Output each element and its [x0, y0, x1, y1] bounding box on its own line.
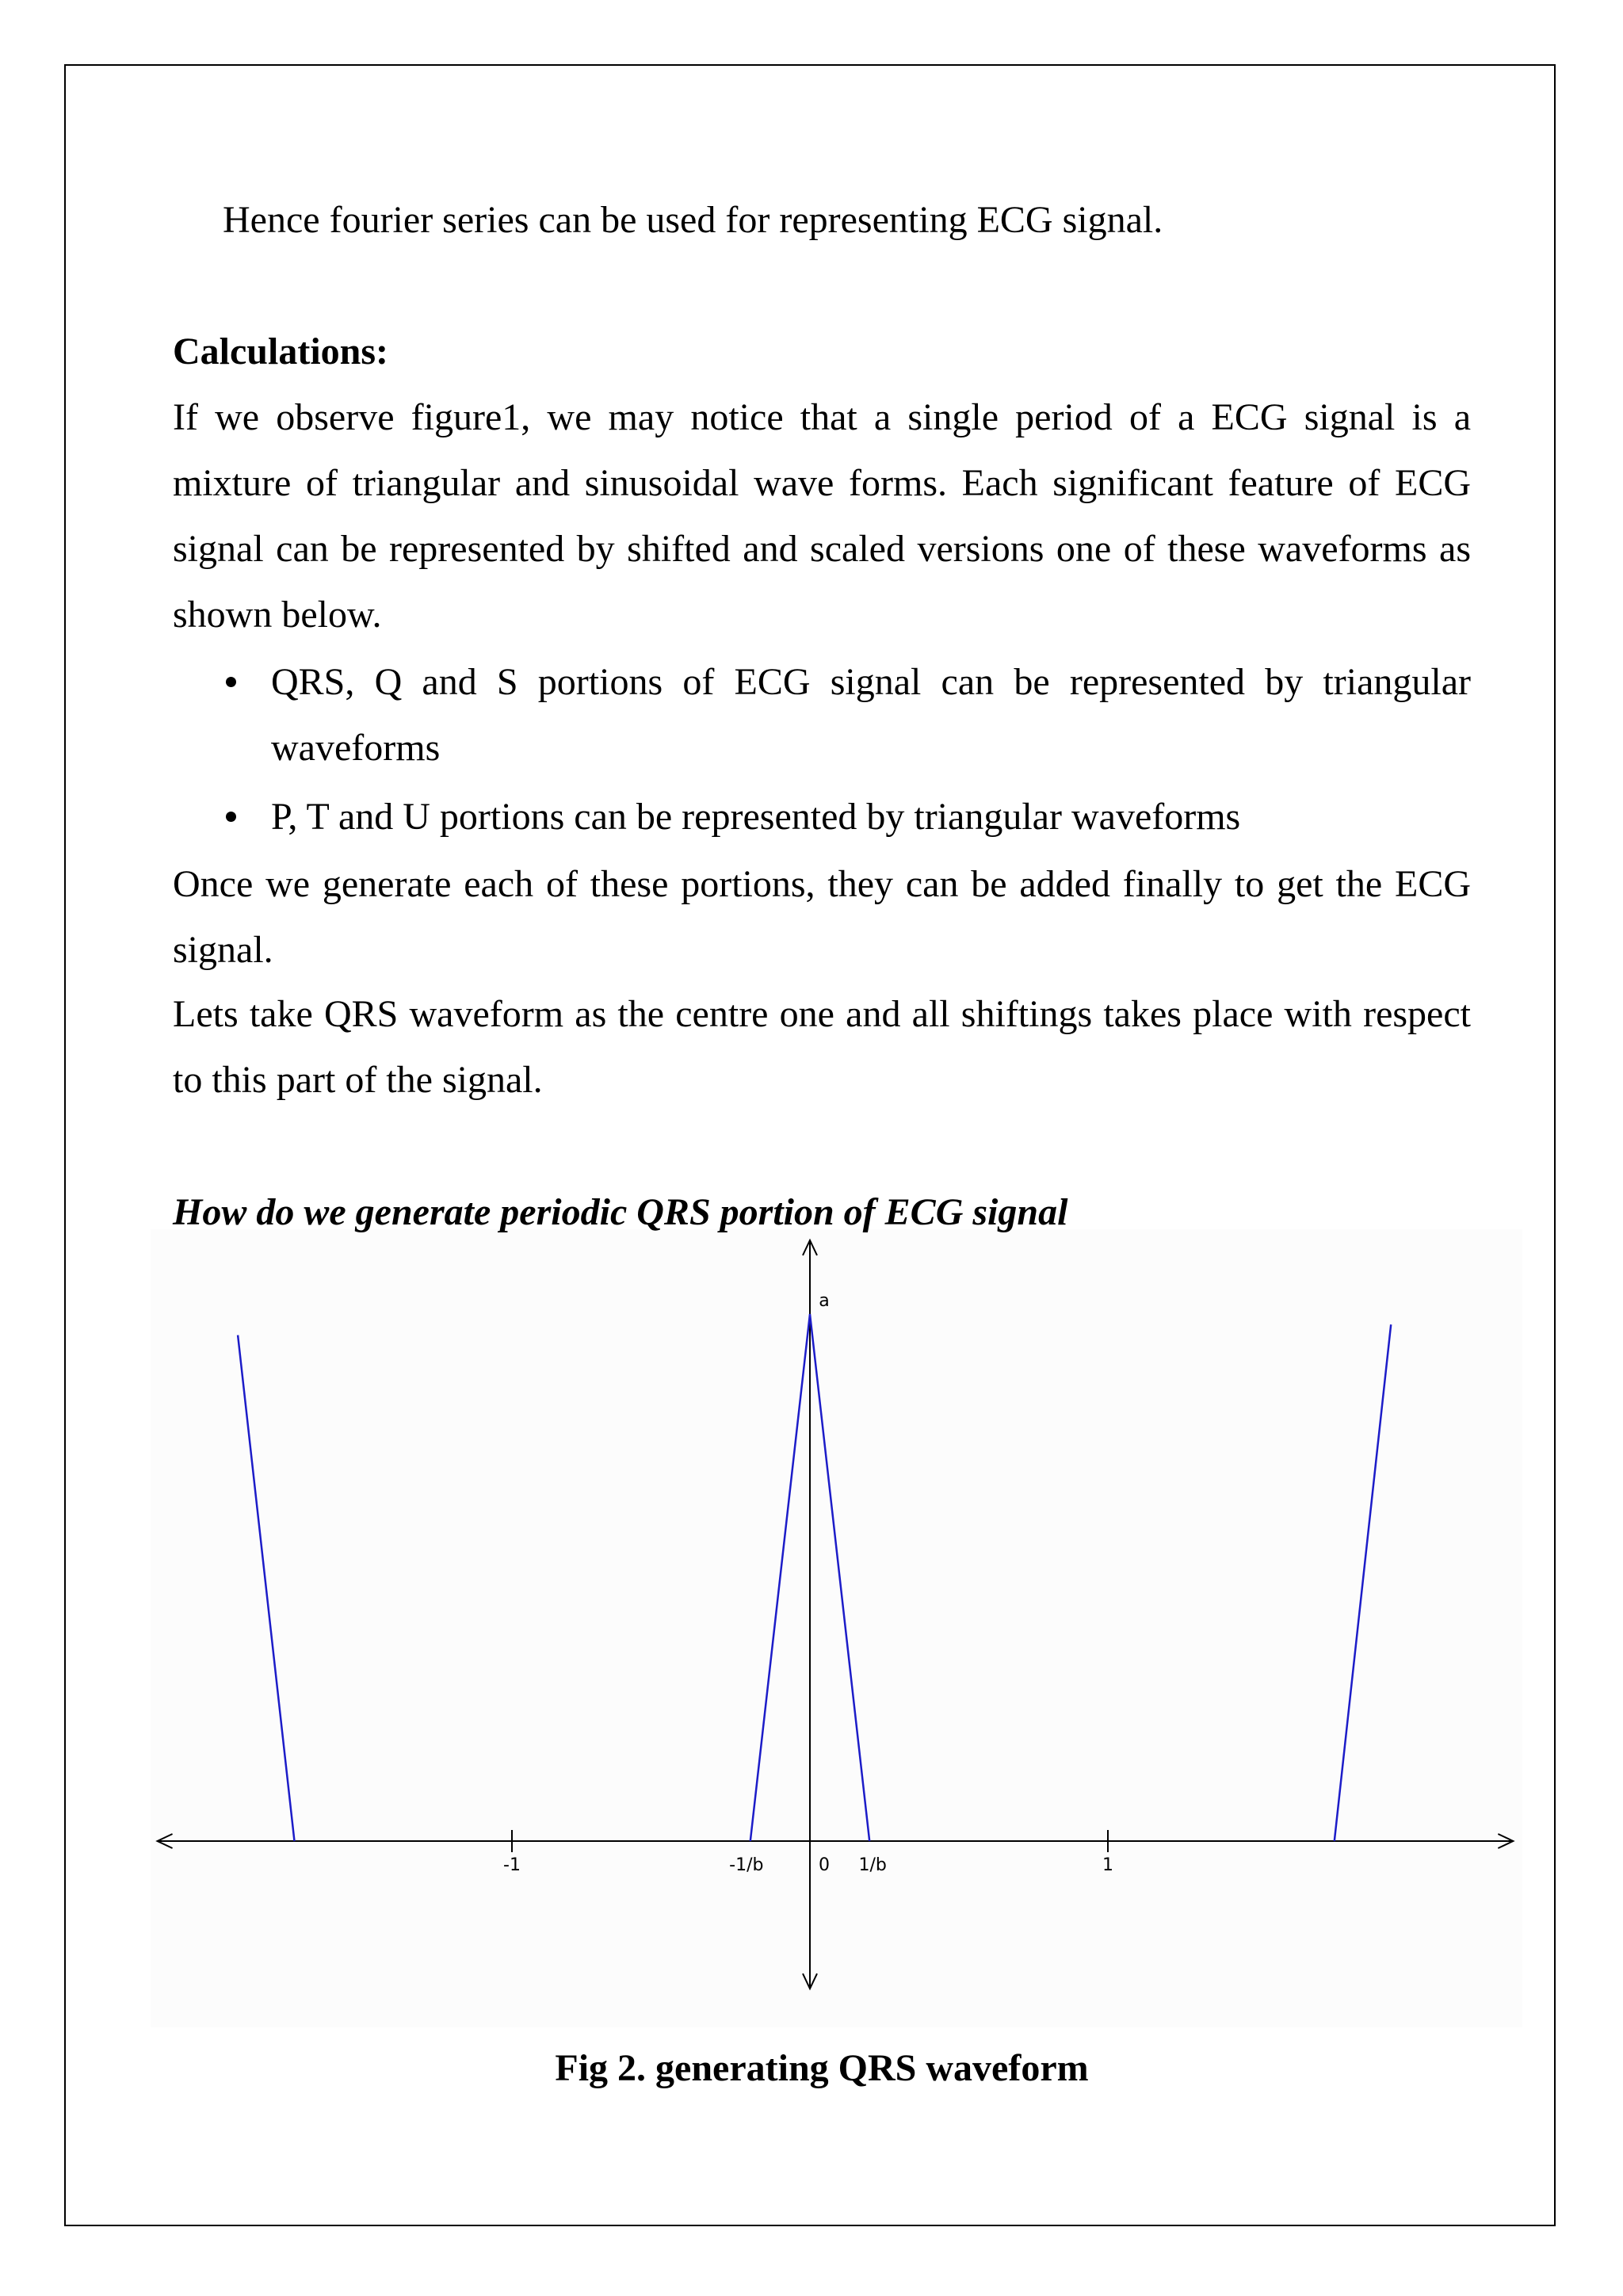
x-tick-label: -1/b: [729, 1855, 764, 1875]
figure-background: [151, 1229, 1522, 2027]
bullet-item: [271, 649, 1471, 781]
paragraph-line: mixture of triangular and sinusoidal wave forms. Each significant feature of ECG: [173, 462, 1471, 504]
x-tick-label: 1: [1102, 1855, 1113, 1875]
figure-caption: Fig 2. generating QRS waveform: [555, 2047, 1089, 2089]
bullet-marker: [226, 677, 236, 687]
bullet-item: [271, 784, 1471, 850]
paragraph-line: If we observe figure1, we may notice that a single period of a ECG signal is a: [173, 396, 1471, 438]
continuation-text: Hence fourier series can be used for representing ECG signal.: [223, 199, 1163, 241]
qrs-waveform-figure: [151, 1229, 1522, 2027]
bullet-line: waveforms: [271, 727, 441, 769]
figure-subheading: How do we generate periodic QRS portion of ECG signal: [173, 1191, 1068, 1233]
reference-paragraph: [173, 981, 1471, 1113]
combine-paragraph: [173, 851, 1471, 983]
x-tick-label: 0: [819, 1855, 830, 1875]
bullet-line: QRS, Q and S portions of ECG signal can be represented by triangular: [271, 661, 1471, 703]
intro-paragraph: [173, 384, 1471, 648]
section-heading: Calculations:: [173, 330, 389, 372]
x-tick-label: 1/b: [858, 1855, 887, 1875]
y-tick-label: a: [819, 1291, 830, 1311]
paragraph-line: Once we generate each of these portions, they can be added finally to get the ECG: [173, 863, 1471, 905]
paragraph-line: Lets take QRS waveform as the centre one and all shiftings takes place with respect: [173, 993, 1471, 1035]
bullet-line: P, T and U portions can be represented by triangular waveforms: [271, 796, 1241, 838]
paragraph-line: to this part of the signal.: [173, 1059, 543, 1101]
paragraph-line: signal.: [173, 929, 273, 971]
bullet-marker: [226, 812, 236, 822]
x-tick-label: -1: [503, 1855, 521, 1875]
paragraph-line: shown below.: [173, 594, 382, 636]
paragraph-line: signal can be represented by shifted and scaled versions one of these waveforms as: [173, 528, 1471, 570]
